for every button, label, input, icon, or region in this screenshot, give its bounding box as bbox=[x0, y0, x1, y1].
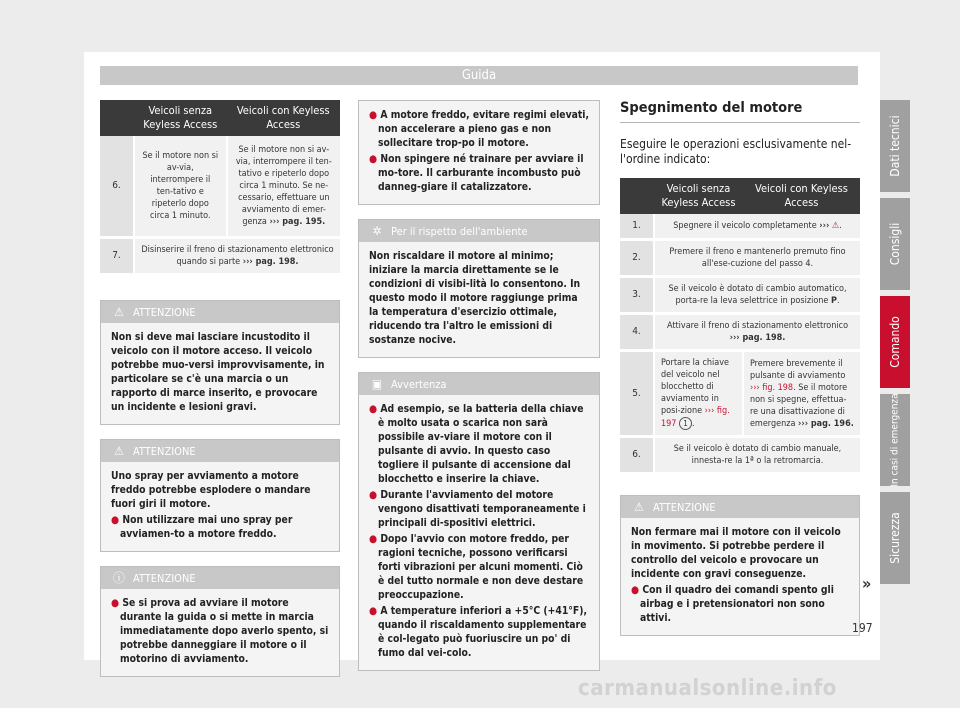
warning-triangle-icon: ⚠ bbox=[114, 444, 124, 458]
note-icon: ▣ bbox=[371, 377, 383, 391]
table-row: 1. Spegnere il veicolo completamente ››› ⚠. bbox=[620, 214, 860, 240]
start-steps-table bbox=[100, 100, 340, 276]
table-row: 6. Se il veicolo è dotato di cambio manuale, innesta-re la 1ª o la retromarcia. bbox=[620, 437, 860, 474]
left-column bbox=[100, 100, 340, 677]
figure-ref-link[interactable]: ››› fig. 198 bbox=[749, 382, 794, 393]
caution-box-continued: ● A motore freddo, evitare regimi elevati, non accelerare a pieno gas e non sollecitare trop-po il motore. ● Non spingere né trainare per avviare il mo-tore. Il carburante incombusto può danneg-giare il catalizzatore. bbox=[358, 100, 600, 205]
section-header: Guida bbox=[100, 66, 858, 85]
tab-in-casi-di-emergenza[interactable]: In casi di emergenza bbox=[880, 394, 910, 486]
tab-dati-tecnici[interactable]: Dati tecnici bbox=[880, 100, 910, 192]
caution-box: ⓘ ATTENZIONE ● Se si prova ad avviare il motore durante la guida o si mette in marcia immediatamente dopo averlo spento, si potrebbe danneggiare il motore o il motorino di avviamento. bbox=[100, 566, 340, 677]
environment-box: ✲ Per il rispetto dell'ambiente Non riscaldare il motore al minimo; iniziare la marcia direttamente se le condizioni di visibi-lità lo consentono. In questo modo il motore raggiunge prima la temperatura d'esercizio ottimale, riducendo tra l'altro le emissioni di sostanze nocive. bbox=[358, 219, 600, 358]
page-ref-link[interactable]: ››› pag. 198. bbox=[242, 257, 299, 267]
page-number: 197 bbox=[852, 621, 873, 635]
col-header-without-keyless: Veicoli senza Keyless Access bbox=[654, 178, 743, 214]
warning-box: ⚠ ATTENZIONE Non fermare mai il motore con il veicolo in movimento. Si potrebbe perdere il controllo del veicolo e provocare un incidente con gravi conseguenze. ● Con il quadro dei comandi spento gli airbag e i pretensionatori non sono attivi. bbox=[620, 495, 860, 636]
middle-column bbox=[358, 100, 600, 671]
figure-ref-link[interactable]: ››› fig. 197 bbox=[661, 406, 730, 429]
page-ref-link[interactable]: ››› pag. 198. bbox=[729, 333, 786, 343]
page-ref-link[interactable]: ››› pag. 195. bbox=[269, 217, 326, 227]
table-row: 5. Portare la chiave del veicolo nel blocchetto di avviamento in posi-zione ››› fig. 197 1 . Premere brevemente il pulsante di avviamento ››› fig. 198. Se il motore non si spegne, effettua-re una disattivazione di emergenza ››› pag. 196. bbox=[620, 351, 860, 437]
warning-triangle-icon: ⚠ bbox=[634, 500, 644, 514]
warning-triangle-icon: ⚠ bbox=[114, 305, 124, 319]
tab-consigli[interactable]: Consigli bbox=[880, 198, 910, 290]
continue-arrow-icon: » bbox=[862, 574, 872, 593]
section-title: Spegnimento del motore bbox=[620, 100, 860, 123]
page-ref-link[interactable]: ››› pag. 196. bbox=[798, 418, 854, 429]
table-row: 3. Se il veicolo è dotato di cambio automatico, porta-re la leva selettrice in posizione P. bbox=[620, 277, 860, 314]
callout-number: 1 bbox=[679, 417, 692, 430]
table-row: 6. Se il motore non si av-via, interrompere il ten-tativo e ripeterlo dopo circa 1 minuto. Se il motore non si av-via, interrompere il ten-tativo e ripeterlo dopo circa 1 minuto. Se ne-cessario, effettuare un avviamento di emer-genza ››› pag. 195. bbox=[100, 136, 340, 238]
warning-triangle-icon: ⚠ bbox=[831, 221, 840, 231]
watermark: carmanualsonline.info bbox=[578, 676, 837, 701]
table-row: 4. Attivare il freno di stazionamento elettronico ››› pag. 198. bbox=[620, 314, 860, 351]
warning-box: ⚠ ATTENZIONE Non si deve mai lasciare incustodito il veicolo con il motore acceso. Il veicolo potrebbe muo-versi improvvisamente, in particolare se c'è una marcia o un rapporto di marce inserito, e provocare un incidente e lesioni gravi. bbox=[100, 300, 340, 425]
table-row: 2. Premere il freno e mantenerlo premuto fino all'ese-cuzione del passo 4. bbox=[620, 240, 860, 277]
intro-text: Eseguire le operazioni esclusivamente nel-l'ordine indicato: bbox=[620, 137, 852, 166]
tab-comando[interactable]: Comando bbox=[880, 296, 910, 388]
stop-steps-table bbox=[620, 178, 860, 475]
info-circle-icon: ⓘ bbox=[112, 571, 125, 585]
note-box: ▣ Avvertenza ● Ad esempio, se la batteria della chiave è molto usata o scarica non sarà possibile av-viare il motore con il pulsante di avvio. In questo caso togliere il pulsante di accensione dal blocchetto e inserire la chiave. ● Durante l'avviamento del motore vengono disattivati temporaneamente i principali di-spositivi elettrici. ● Dopo l'avvio con motore freddo, per ragioni tecniche, possono verificarsi forti vibrazioni per alcuni momenti. Ciò è del tutto normale e non deve destare preoccupazione. ● A temperature inferiori a +5°C (+41°F), quando il riscaldamento supplementare è col-legato può fuoriuscire un po' di fumo dal vei-colo. bbox=[358, 372, 600, 671]
tab-sicurezza[interactable]: Sicurezza bbox=[880, 492, 910, 584]
page-ref-link[interactable]: ››› bbox=[819, 221, 830, 231]
warning-box: ⚠ ATTENZIONE Uno spray per avviamento a motore freddo potrebbe esplodere o mandare fuori giri il motore. ● Non utilizzare mai uno spray per avviamen-to a motore freddo. bbox=[100, 439, 340, 552]
col-header-with-keyless: Veicoli con Keyless Access bbox=[743, 178, 860, 214]
col-header-with-keyless: Veicoli con Keyless Access bbox=[227, 100, 340, 136]
table-row: 7. Disinserire il freno di stazionamento elettronico quando si parte ››› pag. 198. bbox=[100, 238, 340, 275]
right-column bbox=[620, 100, 860, 636]
col-header-without-keyless: Veicoli senza Keyless Access bbox=[134, 100, 227, 136]
leaf-icon: ✲ bbox=[372, 224, 382, 238]
